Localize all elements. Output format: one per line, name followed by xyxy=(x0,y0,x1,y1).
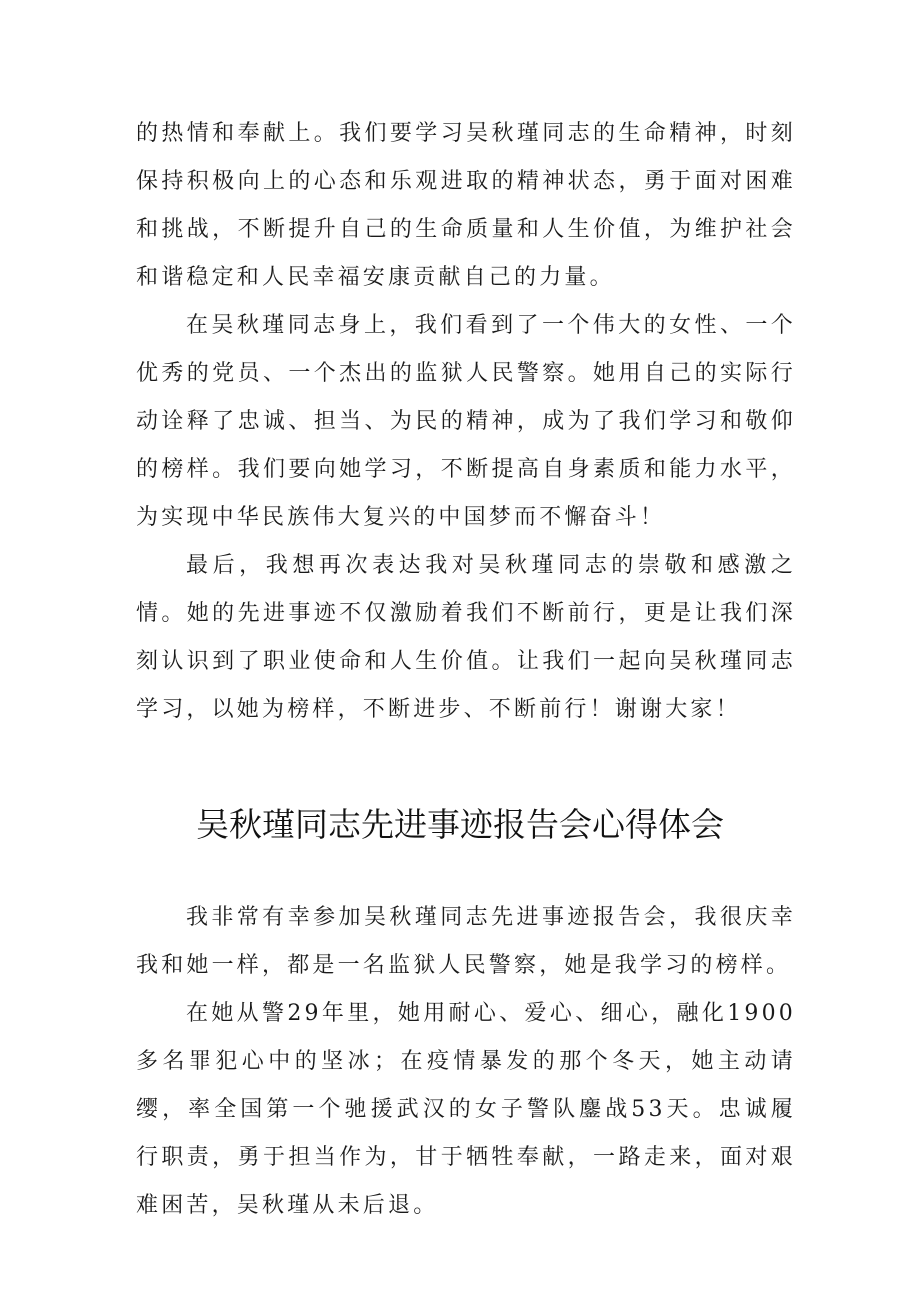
body-paragraph: 的热情和奉献上。我们要学习吴秋瑾同志的生命精神，时刻保持积极向上的心态和乐观进取的精神状态，勇于面对困难和挑战，不断提升自己的生命质量和人生价值，为维护社会和谐稳定和人民幸福安康贡献自己的力量。 xyxy=(136,121,796,290)
body-paragraph: 最后，我想再次表达我对吴秋瑾同志的崇敬和感激之情。她的先进事迹不仅激励着我们不断前行，更是让我们深刻认识到了职业使命和人生价值。让我们一起向吴秋瑾同志学习，以她为榜样，不断进步、不断前行！谢谢大家！ xyxy=(136,553,796,722)
section-paragraph: 在她从警29年里，她用耐心、爱心、细心，融化1900多名罪犯心中的坚冰；在疫情暴发的那个冬天，她主动请缨，率全国第一个驰援武汉的女子警队鏖战53天。忠诚履行职责，勇于担当作为，甘于牺牲奉献，一路走来，面对艰难困苦，吴秋瑾从未后退。 xyxy=(136,1001,796,1218)
section-paragraph: 我非常有幸参加吴秋瑾同志先进事迹报告会，我很庆幸我和她一样，都是一名监狱人民警察，她是我学习的榜样。 xyxy=(136,905,796,978)
body-paragraph: 在吴秋瑾同志身上，我们看到了一个伟大的女性、一个优秀的党员、一个杰出的监狱人民警察。她用自己的实际行动诠释了忠诚、担当、为民的精神，成为了我们学习和敬仰的榜样。我们要向她学习，不断提高自身素质和能力水平，为实现中华民族伟大复兴的中国梦而不懈奋斗！ xyxy=(136,313,796,530)
section-title: 吴秋瑾同志先进事迹报告会心得体会 xyxy=(196,805,724,844)
